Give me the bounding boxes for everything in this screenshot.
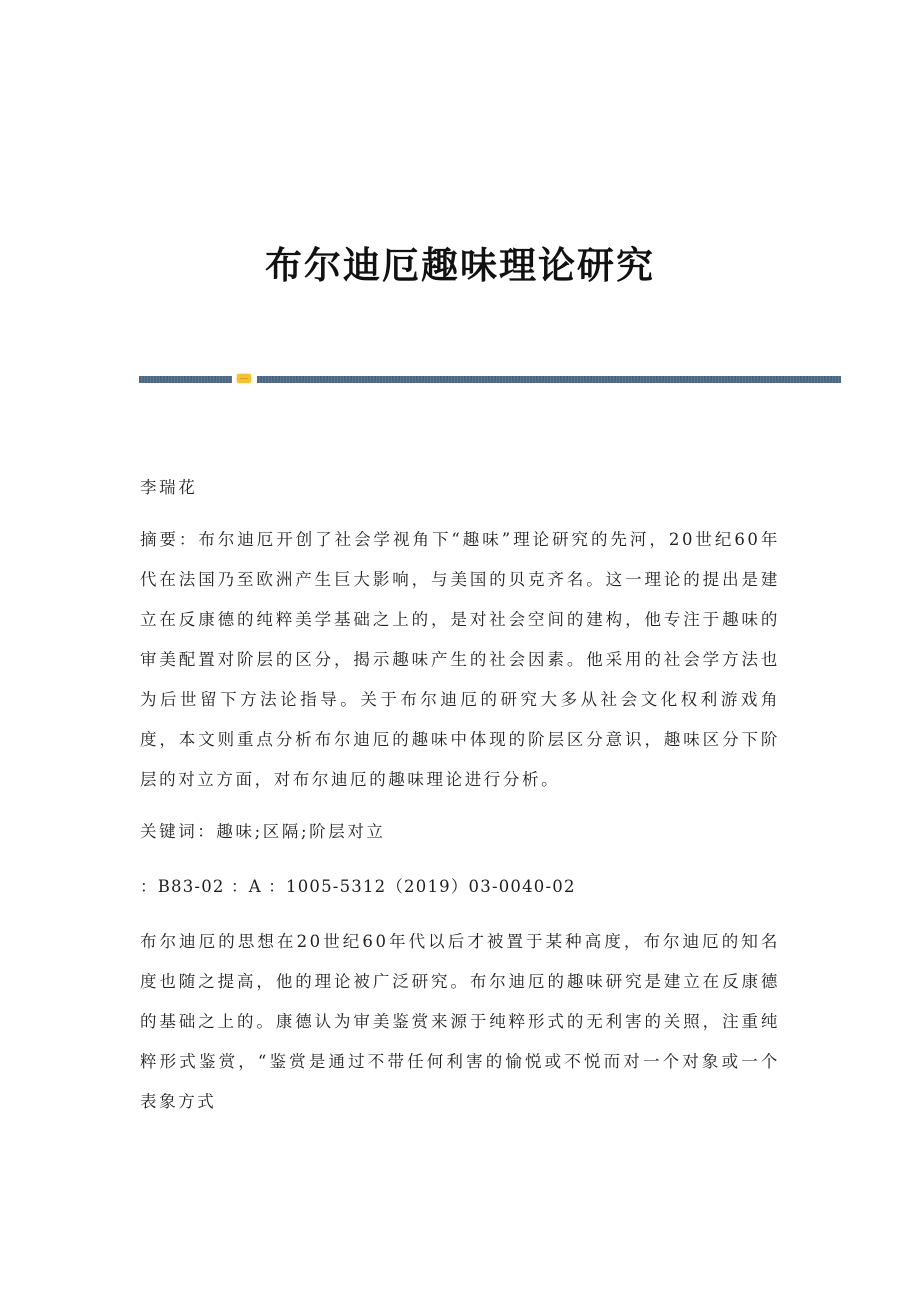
abstract-text: 布尔迪厄开创了社会学视角下“趣味”理论研究的先河，20世纪60年代在法国乃至欧洲产生巨大影响，与美国的贝克齐名。这一理论的提出是建立在反康德的纯粹美学基础之上的，是对社会空间的建构，他专注于趣味的审美配置对阶层的区分，揭示趣味产生的社会因素。他采用的社会学方法也为后世留下方法论指导。关于布尔迪厄的研究大多从社会文化权利游戏角度，本文则重点分析布尔迪厄的趣味中体现的阶层区分意识，趣味区分下阶层的对立方面，对布尔迪厄的趣味理论进行分析。 [140, 530, 780, 789]
author-name: 李瑞花 [140, 478, 198, 497]
document-title: 布尔迪厄趣味理论研究 [265, 242, 655, 287]
divider-bar-right [257, 376, 841, 383]
divider-ornament-icon [237, 374, 251, 383]
classification-codes: ：B83-02 ：A ：1005-5312（2019）03-0040-02 [140, 877, 576, 896]
abstract [140, 520, 780, 800]
document-body [140, 468, 780, 1122]
keywords-label: 关键词： [140, 822, 217, 841]
divider-bar-left [139, 376, 232, 383]
body-paragraph: 布尔迪厄的思想在20世纪60年代以后才被置于某种高度，布尔迪厄的知名度也随之提高，他的理论被广泛研究。布尔迪厄的趣味研究是建立在反康德的基础之上的。康德认为审美鉴赏来源于纯粹形式的无利害的关照，注重纯粹形式鉴赏，“鉴赏是通过不带任何利害的愉悦或不悦而对一个对象或一个表象方式 [140, 932, 780, 1111]
keywords-text: 趣味;区隔;阶层对立 [216, 822, 386, 841]
keywords [140, 812, 780, 852]
abstract-label: 摘要： [140, 530, 199, 549]
title-divider [139, 374, 841, 384]
